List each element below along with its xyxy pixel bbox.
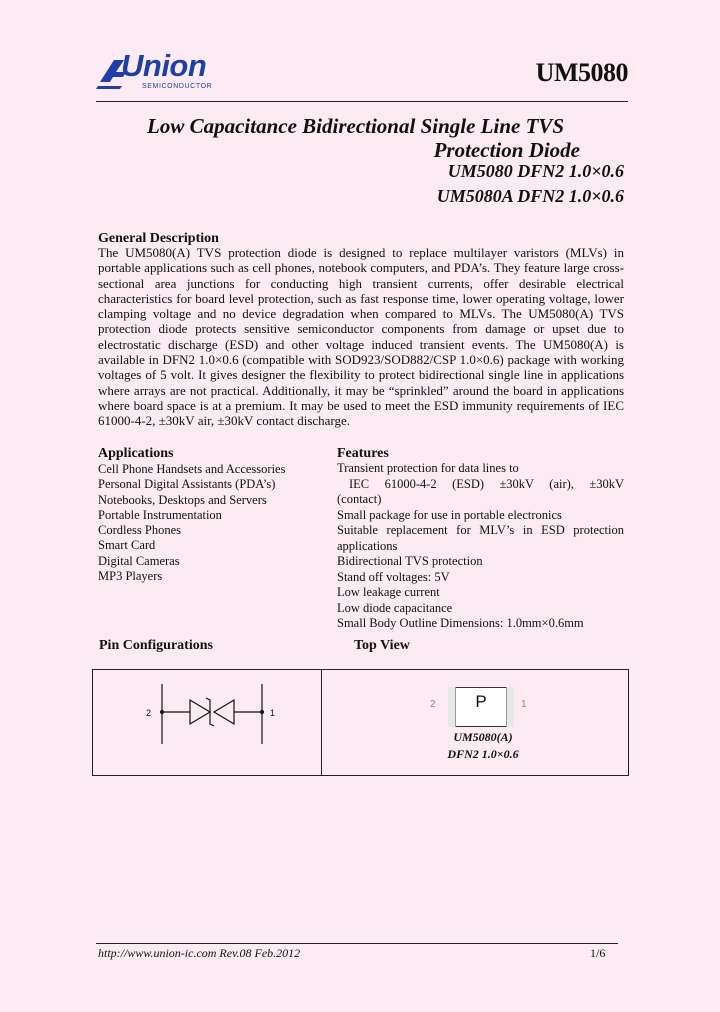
logo-subtitle: SEMICONDUCTOR [142,83,213,90]
list-item: Transient protection for data lines to [337,461,519,475]
list-item: Portable Instrumentation [98,507,222,522]
applications-list [98,462,285,584]
package-part-label: UM5080(A) [453,730,513,744]
variant-um5080: UM5080 DFN2 1.0×0.6 [447,161,624,181]
package-pin-left-label: 2 [430,699,436,710]
list-item: Suitable replacement for MLV’s in ESD protection [337,523,624,537]
list-item: Low diode capacitance [337,600,453,615]
list-item: Low leakage current [337,585,440,599]
features-heading: Features [337,446,389,461]
list-item: Small package for use in portable electronics [337,507,562,522]
list-item: Bidirectional TVS protection [337,554,483,568]
page-number: 1/6 [590,946,606,960]
part-number: UM5080 [535,58,628,87]
list-item: Cordless Phones [98,523,181,538]
list-item: applications [337,538,398,553]
applications-heading: Applications [98,446,174,461]
tvs-diode-symbol-icon [140,684,280,744]
list-item: Notebooks, Desktops and Servers [98,492,267,507]
variant-um5080a: UM5080A DFN2 1.0×0.6 [436,186,624,206]
header-divider [96,101,628,102]
list-item: Personal Digital Assistants (PDA’s) [98,477,276,492]
logo-wordmark: Union [121,48,207,83]
list-item: Small Body Outline Dimensions: 1.0mm×0.6mm [337,616,584,630]
package-pin-right-label: 1 [521,699,527,710]
document-title: Low Capacitance Bidirectional Single Line TVS [147,114,565,138]
general-description-heading: General Description [98,231,219,246]
list-item: Cell Phone Handsets and Accessories [98,462,286,476]
list-item: Digital Cameras [98,553,180,568]
package-type-label: DFN2 1.0×0.6 [447,747,519,761]
package-marking: P [475,692,487,711]
list-item: IEC 61000-4-2 (ESD) ±30kV (air), ±30kV [349,476,624,491]
list-item: Smart Card [98,538,156,553]
pin-config-divider [321,669,322,776]
pin-label-right: 1 [270,708,276,718]
top-view-heading: Top View [354,638,410,653]
pin-configurations-heading: Pin Configurations [99,638,213,653]
footer-divider [96,943,618,944]
list-item: MP3 Players [98,569,163,584]
document-title-line2: Protection Diode [433,138,580,162]
list-item: Stand off voltages: 5V [337,569,450,584]
footer-url-revision[interactable]: http://www.union-ic.com Rev.08 Feb.2012 [98,946,301,960]
features-list [337,461,624,632]
general-description-body: The UM5080(A) TVS protection diode is designed to replace multilayer varistors (MLVs) in portable applications such as cell phones, notebook computers, and PDA’s. They feature large cross-sectional area junctions for conducting high transient currents, offer desirable electrical characteristics for board level protection, such as fast response time, lower operating voltage, lower clamping voltage and no device degradation when compared to MLVs. The UM5080(A) TVS protection diode protects sensitive semiconductor components from damage or upset due to electrostatic discharge (ESD) and other voltage induced transient events. The UM5080(A) is available in DFN2 1.0×0.6 (compatible with SOD923/SOD882/CSP 1.0×0.6) package with working voltages of 5 volt. It gives designer the flexibility to protect bidirectional single line in applications where arrays are not practical. Additionally, it may be “sprinkled” around the board in applications where board space is at a premium. It may be used to meet the ESD immunity requirements of IEC 61000-4-2, ±30kV air, ±30kV contact discharge. [98,245,624,429]
list-item: (contact) [337,492,382,506]
pin-label-left: 2 [146,708,152,718]
